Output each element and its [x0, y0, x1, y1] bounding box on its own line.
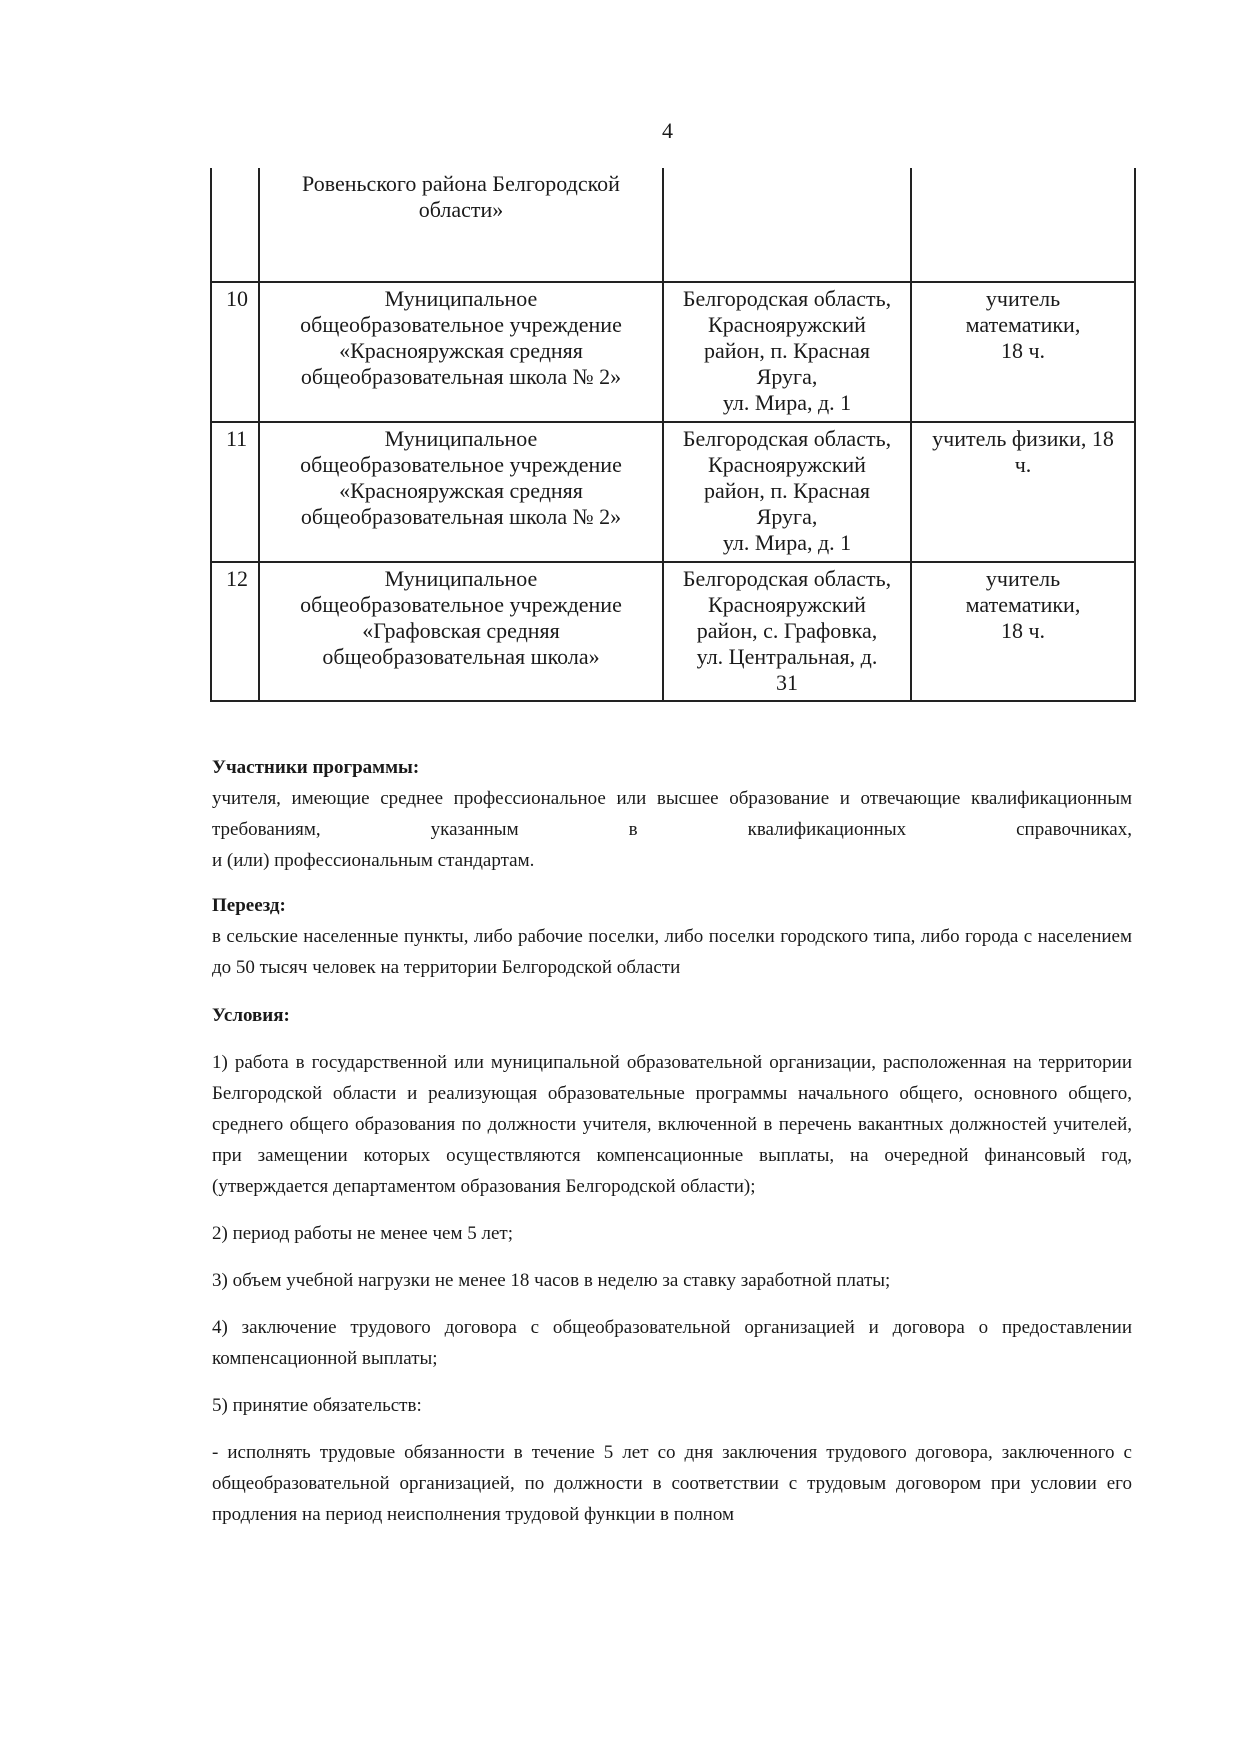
conditions-section [212, 1000, 1132, 1530]
position-line: 18 ч. [1000, 618, 1046, 643]
vacancy-table [210, 168, 1136, 702]
condition-item: 4) заключение трудового договора с общеобразовательной организацией и договора о предоставлении компенсационной выплаты; [212, 1317, 1132, 1369]
address-line: район, п. Красная [704, 338, 870, 363]
relocation-section [212, 890, 1132, 983]
participants-heading: Участники программы: [212, 757, 420, 778]
condition-item: 1) работа в государственной или муниципальной образовательной организации, расположенная на территории Белгородской области и реализующая образовательные программы начального общего, основного общего, среднего общего образования по должности учителя, включенной в перечень вакантных должностей учителей, при замещении которых осуществляются компенсационные выплаты, на очередной финансовый год, (утверждается департаментом образования Белгородской области); [212, 1052, 1132, 1197]
address-line: Краснояружский [708, 592, 866, 617]
participants-text: учителя, имеющие среднее профессиональное или высшее образование и отвечающие квалификационным требованиям, указанным в квалификационных справочниках, [212, 788, 1132, 840]
address-line: Белгородская область, [682, 426, 892, 451]
position-cell [911, 168, 1135, 282]
address-line: ул. Мира, д. 1 [722, 390, 852, 415]
condition-item: 3) объем учебной нагрузки не менее 18 часов в неделю за ставку заработной платы; [212, 1270, 891, 1291]
condition-item: 5) принятие обязательств: [212, 1395, 422, 1416]
institution-line: области» [418, 197, 504, 222]
relocation-heading: Переезд: [212, 895, 286, 916]
institution-line: Ровеньского района Белгородской [302, 171, 620, 196]
participants-section [212, 752, 1132, 876]
address-line: ул. Мира, д. 1 [722, 530, 852, 555]
position-line: ч. [1014, 452, 1032, 477]
institution-cell [259, 562, 663, 701]
institution-cell [259, 422, 663, 562]
institution-line: «Краснояружская средняя [339, 338, 583, 363]
institution-line: общеобразовательная школа» [322, 644, 600, 669]
address-line: Краснояружский [708, 312, 866, 337]
position-cell [911, 282, 1135, 422]
row-number: 10 [211, 282, 259, 422]
institution-line: общеобразовательное учреждение [300, 452, 622, 477]
page-number: 4 [662, 118, 673, 143]
institution-line: общеобразовательное учреждение [300, 592, 622, 617]
institution-line: Муниципальное [384, 286, 538, 311]
position-line: 18 ч. [1000, 338, 1046, 363]
table-row [211, 562, 1135, 701]
conditions-heading: Условия: [212, 1005, 290, 1026]
condition-item: 2) период работы не менее чем 5 лет; [212, 1223, 513, 1244]
institution-line: общеобразовательное учреждение [300, 312, 622, 337]
address-cell [663, 422, 911, 562]
institution-cell [259, 168, 663, 282]
institution-line: Муниципальное [384, 566, 538, 591]
address-line: Белгородская область, [682, 566, 892, 591]
address-line: ул. Центральная, д. [696, 644, 878, 669]
institution-line: «Графовская средняя [362, 618, 560, 643]
address-line: Белгородская область, [682, 286, 892, 311]
row-number: 12 [211, 562, 259, 701]
position-line: математики, [965, 312, 1081, 337]
row-number: 11 [211, 422, 259, 562]
address-cell [663, 168, 911, 282]
institution-cell [259, 282, 663, 422]
position-line: учитель [985, 286, 1061, 311]
table-row [211, 422, 1135, 562]
address-line: Яруга, [756, 504, 818, 529]
address-cell [663, 562, 911, 701]
position-line: учитель [985, 566, 1061, 591]
relocation-text: в сельские населенные пункты, либо рабочие поселки, либо поселки городского типа, либо города с населением до 50 тысяч человек на территории Белгородской области [212, 926, 1132, 978]
condition-item: - исполнять трудовые обязанности в течение 5 лет со дня заключения трудового договора, заключенного с общеобразовательной организацией, по должности в соответствии с трудовым договором при условии его продления на период неисполнения трудовой функции в полном [212, 1442, 1132, 1525]
address-line: район, п. Красная [704, 478, 870, 503]
address-line: Яруга, [756, 364, 818, 389]
address-line: Краснояружский [708, 452, 866, 477]
institution-line: общеобразовательная школа № 2» [300, 364, 622, 389]
participants-text-end: и (или) профессиональным стандартам. [212, 850, 535, 871]
address-cell [663, 282, 911, 422]
position-cell [911, 422, 1135, 562]
position-cell [911, 562, 1135, 701]
institution-line: Муниципальное [384, 426, 538, 451]
institution-line: «Краснояружская средняя [339, 478, 583, 503]
table-row [211, 168, 1135, 282]
address-line: 31 [776, 670, 798, 695]
table-row [211, 282, 1135, 422]
address-line: район, с. Графовка, [696, 618, 878, 643]
position-line: математики, [965, 592, 1081, 617]
institution-line: общеобразовательная школа № 2» [300, 504, 622, 529]
num-cell [211, 168, 259, 282]
position-line: учитель физики, 18 [932, 426, 1114, 451]
